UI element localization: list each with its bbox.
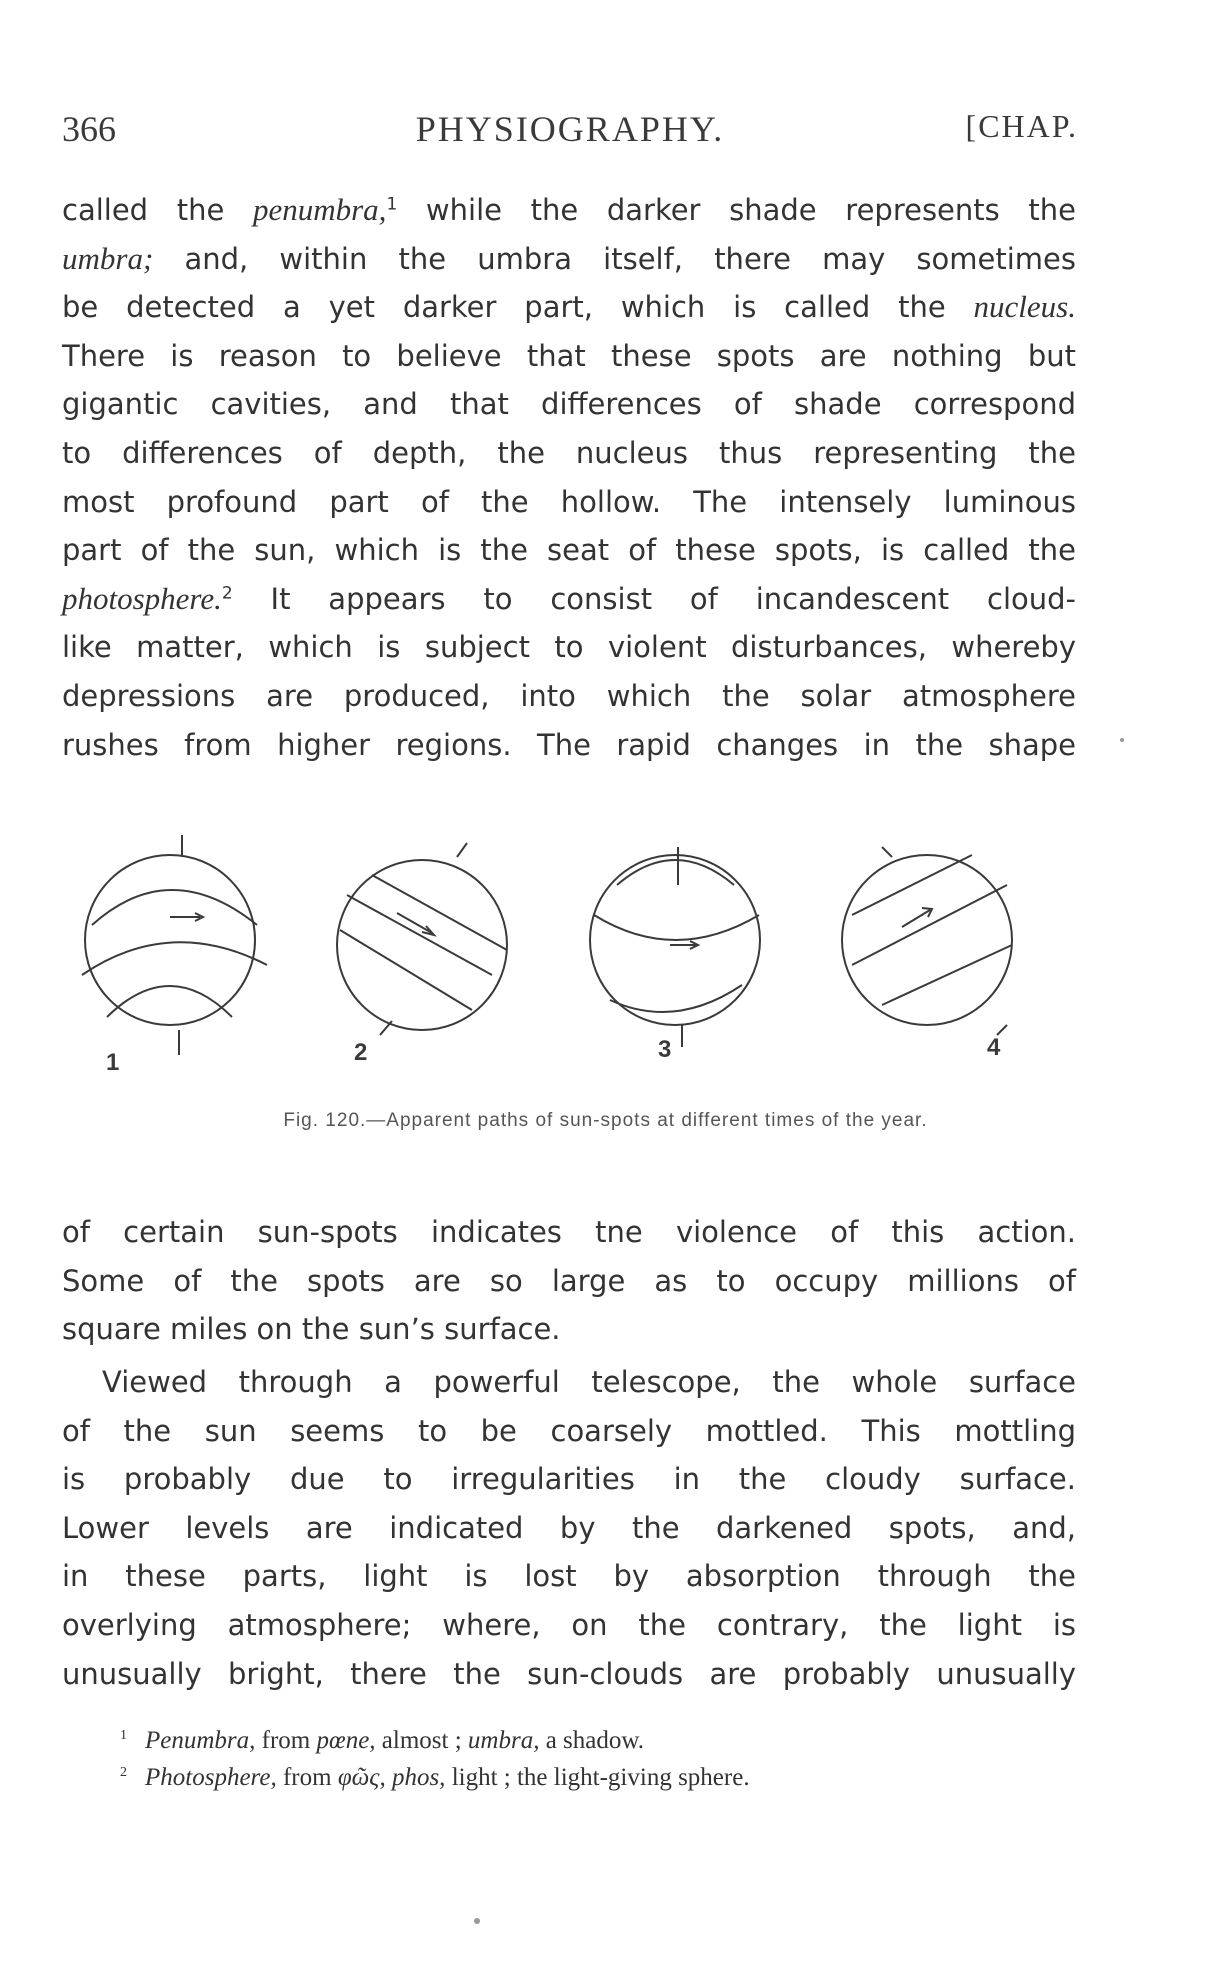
- paragraph-2: [62, 1208, 1076, 1354]
- text-line: Lower levels are indicated by the darkened spots, and,: [62, 1510, 1076, 1545]
- sphere-4: [842, 847, 1012, 1035]
- text-line: gigantic cavities, and that differences of shade correspond: [62, 387, 1076, 422]
- running-header: [62, 108, 1078, 152]
- text-line: to differences of depth, the nucleus thus representing the: [62, 435, 1076, 470]
- figure-label-1: 1: [106, 1049, 120, 1076]
- text-line: Viewed through a powerful telescope, the whole surface: [102, 1365, 1076, 1399]
- figure-label-4: 4: [987, 1034, 1001, 1061]
- text-line: be detected a yet darker part, which is called the nucleus.: [62, 289, 1076, 325]
- text-line: umbra; and, within the umbra itself, there may sometimes: [62, 240, 1076, 276]
- sphere-3: [590, 847, 760, 1047]
- figure-caption: Fig. 120.—Apparent paths of sun-spots at different times of the year.: [283, 1110, 928, 1131]
- text-line: rushes from higher regions. The rapid changes in the shape: [62, 727, 1076, 762]
- chapter-label: [CHAP.: [965, 108, 1078, 144]
- text-line: most profound part of the hollow. The intensely luminous: [62, 484, 1076, 519]
- text-line: unusually bright, there the sun-clouds are probably unusually: [62, 1656, 1076, 1691]
- text-line: part of the sun, which is the seat of these spots, is called the: [62, 533, 1076, 568]
- text-line: of the sun seems to be coarsely mottled. This mottling: [62, 1413, 1076, 1448]
- sphere-2: [337, 843, 507, 1035]
- print-speck: [1120, 738, 1124, 742]
- paragraph-1: [62, 186, 1076, 769]
- paragraph-3: [62, 1358, 1076, 1698]
- text-line: called the penumbra,$^1$ while the darker shade represents the: [62, 192, 1076, 227]
- text-line: photosphere.$^2$ It appears to consist of incandescent cloud-: [62, 580, 1076, 616]
- footnote-1: $^1$ Penumbra, from pœne, almost ; umbra, a shadow.: [120, 1727, 645, 1754]
- text-line: depressions are produced, into which the solar atmosphere: [62, 678, 1076, 713]
- sphere-1: [82, 835, 267, 1055]
- page-number: 366: [62, 109, 116, 149]
- running-title: PHYSIOGRAPHY.: [415, 109, 725, 149]
- footnote-2: $^2$ Photosphere, from φῶς, phos, light ; the light-giving sphere.: [120, 1764, 750, 1791]
- text-line: is probably due to irregularities in the cloudy surface.: [62, 1462, 1076, 1497]
- text-line: Some of the spots are so large as to occupy millions of: [62, 1263, 1076, 1298]
- footnotes: [120, 1722, 1080, 1796]
- sunspot-paths-figure: [62, 835, 1076, 1110]
- text-line: overlying atmosphere; where, on the contrary, the light is: [62, 1607, 1076, 1642]
- figure-label-3: 3: [658, 1036, 672, 1063]
- print-speck: [474, 1918, 480, 1924]
- text-line: of certain sun-spots indicates tne violence of this action.: [62, 1215, 1076, 1249]
- figure-label-2: 2: [354, 1039, 368, 1066]
- text-line: There is reason to believe that these spots are nothing but: [62, 338, 1076, 373]
- text-line: like matter, which is subject to violent disturbances, whereby: [62, 630, 1076, 665]
- text-line: square miles on the sun’s surface.: [62, 1312, 561, 1347]
- text-line: in these parts, light is lost by absorption through the: [62, 1559, 1076, 1594]
